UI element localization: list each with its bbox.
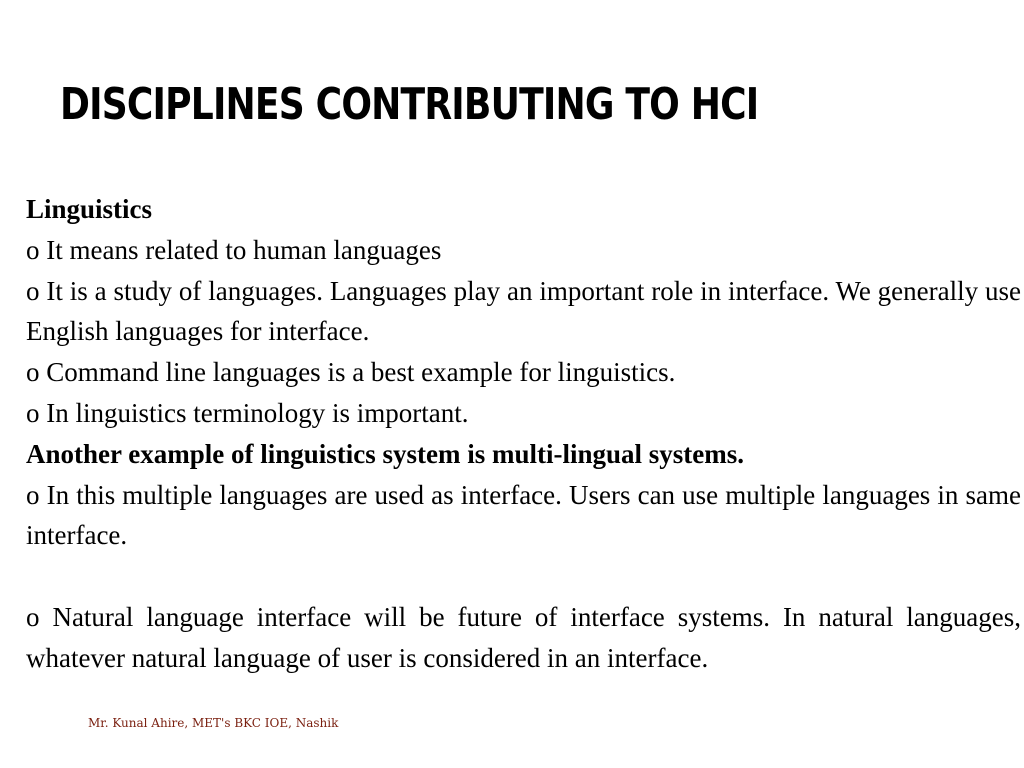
bullet-item: o Natural language interface will be future of interface systems. In natural languages, whatever natural language of user is considered in an interface. — [26, 601, 1021, 673]
spacer — [26, 556, 1021, 597]
slide-body — [26, 189, 1021, 679]
slide-footer: Mr. Kunal Ahire, MET's BKC IOE, Nashik — [88, 716, 339, 730]
bullet-item: o In linguistics terminology is important. — [26, 397, 469, 428]
section-heading-linguistics: Linguistics — [26, 194, 153, 224]
slide-title: DISCIPLINES CONTRIBUTING TO HCI — [60, 79, 759, 130]
section-subheading-multilingual: Another example of linguistics system is multi-lingual systems. — [26, 438, 745, 469]
bullet-item: o In this multiple languages are used as interface. Users can use multiple languages in same interface. — [26, 479, 1021, 551]
bullet-item: o Command line languages is a best example for linguistics. — [26, 357, 676, 388]
bullet-item: o It is a study of languages. Languages play an important role in interface. We generally use English languages for interface. — [26, 275, 1021, 347]
bullet-item: o It means related to human languages — [26, 234, 442, 265]
